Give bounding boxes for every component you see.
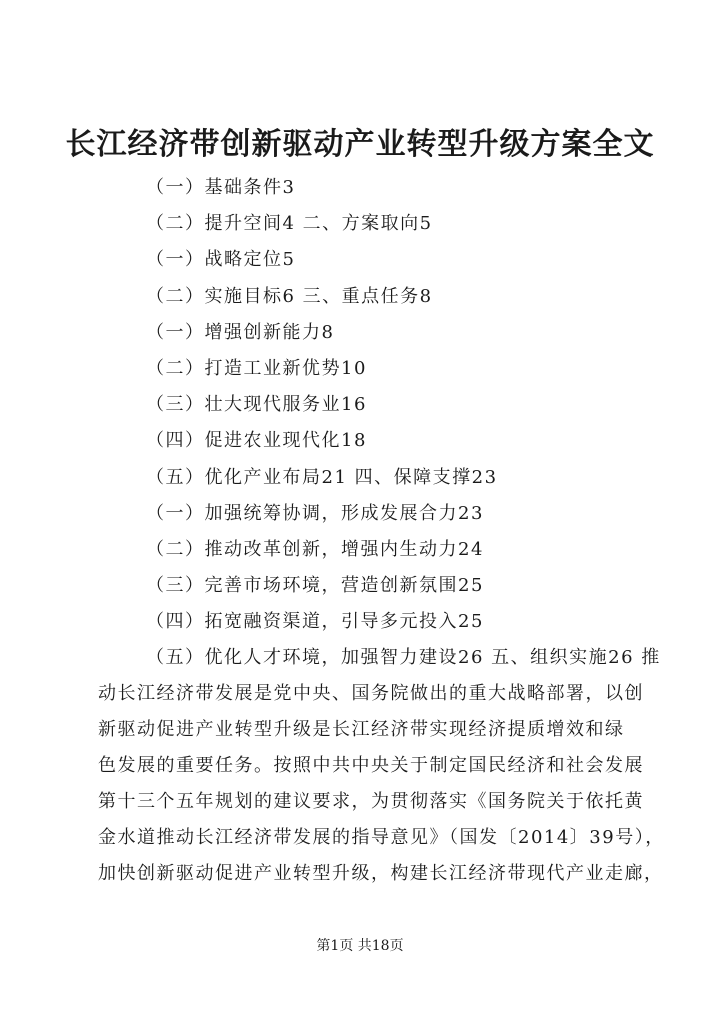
- toc-item: （一）战略定位5: [146, 249, 296, 271]
- toc-item: （二）打造工业新优势10: [146, 357, 367, 379]
- toc-item: （四）促进农业现代化18: [146, 430, 367, 452]
- body-line: 新驱动促进产业转型升级是长江经济带实现经济提质增效和绿: [98, 719, 625, 740]
- body-line: 加快创新驱动促进产业转型升级，构建长江经济带现代产业走廊，: [98, 863, 664, 884]
- toc-item: （五）优化产业布局21 四、保障支撑23: [146, 466, 498, 488]
- body-line: 金水道推动长江经济带发展的指导意见》（国发〔2014〕39号），: [98, 827, 665, 848]
- toc-item: （一）加强统筹协调，形成发展合力23: [146, 502, 484, 524]
- table-of-contents: [146, 170, 666, 640]
- body-line: 色发展的重要任务。按照中共中央关于制定国民经济和社会发展: [98, 755, 644, 776]
- toc-item: （二）提升空间4 二、方案取向5: [146, 213, 433, 235]
- toc-item: （四）拓宽融资渠道，引导多元投入25: [146, 611, 484, 633]
- page-footer: 第1页 共18页: [316, 938, 404, 954]
- body-line: （五）优化人才环境，加强智力建设26 五、组织实施26 推: [146, 647, 661, 668]
- body-paragraph: [98, 640, 665, 892]
- toc-item: （三）完善市场环境，营造创新氛围25: [146, 575, 484, 597]
- document-title: 长江经济带创新驱动产业转型升级方案全文: [65, 127, 655, 162]
- toc-item: （二）推动改革创新，增强内生动力24: [146, 538, 484, 560]
- toc-item: （二）实施目标6 三、重点任务8: [146, 285, 433, 307]
- body-line: 第十三个五年规划的建议要求，为贯彻落实《国务院关于依托黄: [98, 791, 644, 812]
- toc-item: （三）壮大现代服务业16: [146, 394, 367, 416]
- toc-item: （一）增强创新能力8: [146, 321, 335, 343]
- body-line: 动长江经济带发展是党中央、国务院做出的重大战略部署，以创: [98, 683, 644, 704]
- toc-item: （一）基础条件3: [146, 177, 296, 198]
